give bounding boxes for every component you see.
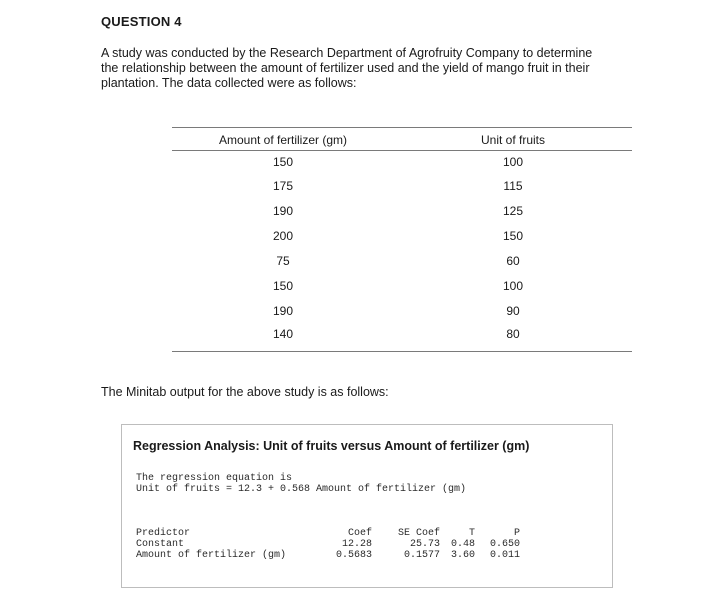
table-row	[172, 151, 632, 174]
fertilizer-cell: 175	[272, 178, 294, 193]
fruits-cell: 100	[502, 278, 524, 293]
predictor-row	[136, 539, 606, 550]
table-row	[172, 198, 632, 223]
question-heading: QUESTION 4	[101, 14, 182, 29]
predictor-row	[136, 550, 606, 561]
t-value: 3.60	[450, 550, 475, 561]
table-row	[172, 173, 632, 198]
fruits-cell: 115	[503, 178, 523, 193]
regression-output-title: Regression Analysis: Unit of fruits versus Amount of fertilizer (gm)	[133, 439, 530, 453]
predictor-name: Constant	[136, 539, 185, 550]
fertilizer-fruit-data-table	[172, 127, 632, 352]
table-row	[172, 298, 632, 323]
fertilizer-cell: 150	[272, 155, 294, 169]
table-row	[172, 248, 632, 273]
intro-paragraph	[101, 46, 713, 91]
fertilizer-cell: 75	[276, 253, 290, 268]
minitab-output-box	[121, 424, 613, 588]
table-header-row	[172, 128, 632, 151]
predictor-table	[136, 528, 606, 561]
intro-line: the relationship between the amount of fertilizer used and the yield of mango fruit in their	[101, 61, 590, 75]
fertilizer-cell: 150	[272, 278, 294, 293]
fruits-cell: 90	[506, 303, 520, 318]
fertilizer-cell: 190	[272, 203, 294, 218]
coef-value: 0.5683	[335, 550, 372, 561]
predictor-header-row	[136, 528, 606, 539]
p-value: 0.011	[489, 550, 520, 561]
header-unit-of-fruits: Unit of fruits	[394, 128, 632, 151]
header-amount-of-fertilizer: Amount of fertilizer (gm)	[172, 128, 394, 151]
table-row	[172, 223, 632, 248]
fertilizer-cell: 140	[272, 327, 294, 341]
se-coef-header: SE Coef	[397, 528, 440, 539]
t-header: T	[468, 528, 475, 539]
p-header: P	[513, 528, 520, 539]
regression-equation-label: The regression equation is	[136, 473, 293, 484]
predictor-header: Predictor	[136, 528, 191, 539]
fruits-cell: 125	[502, 203, 524, 218]
fruits-cell: 80	[506, 327, 520, 341]
intro-line: A study was conducted by the Research Department of Agrofruity Company to determine	[101, 46, 593, 60]
fruits-cell: 100	[502, 155, 524, 169]
se-coef-value: 0.1577	[403, 550, 440, 561]
t-value: 0.48	[450, 539, 475, 550]
predictor-name: Amount of fertilizer (gm)	[136, 550, 287, 561]
intro-line: plantation. The data collected were as follows:	[101, 76, 357, 90]
minitab-intro-text: The Minitab output for the above study is as follows:	[101, 385, 389, 399]
fertilizer-cell: 200	[272, 228, 294, 243]
coef-value: 12.28	[341, 539, 372, 550]
table-row	[172, 273, 632, 298]
se-coef-value: 25.73	[409, 539, 440, 550]
fertilizer-cell: 190	[272, 303, 294, 318]
p-value: 0.650	[489, 539, 520, 550]
regression-equation: Unit of fruits = 12.3 + 0.568 Amount of fertilizer (gm)	[136, 484, 467, 495]
table-row	[172, 323, 632, 352]
coef-header: Coef	[347, 528, 372, 539]
fruits-cell: 60	[506, 253, 520, 268]
fruits-cell: 150	[502, 228, 524, 243]
